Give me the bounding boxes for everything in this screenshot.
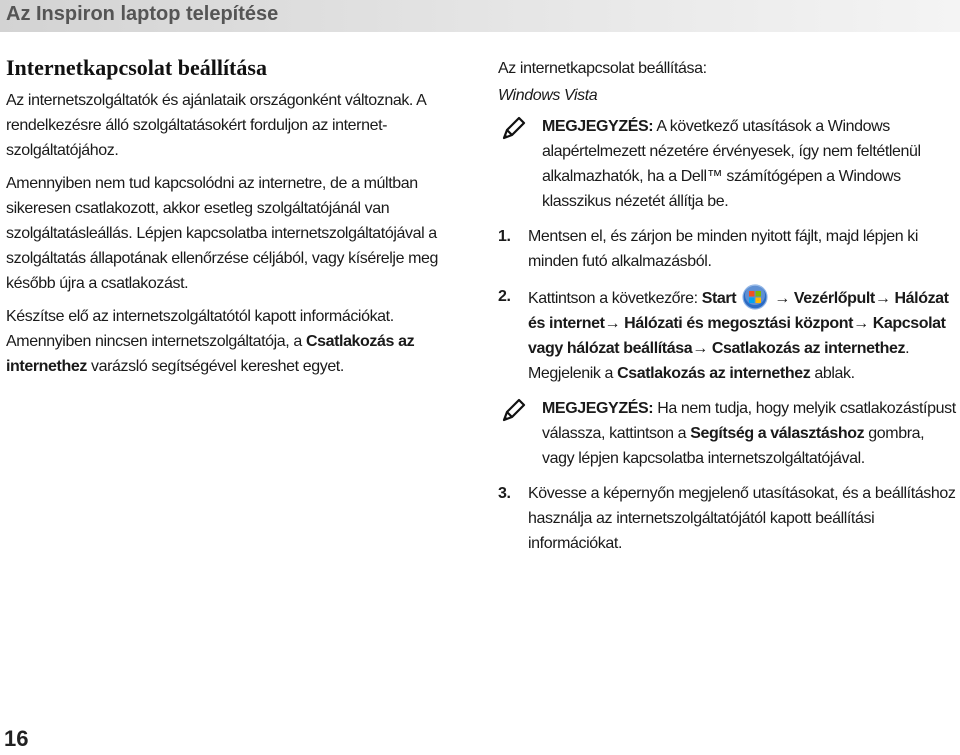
step-number: 1. — [498, 228, 511, 245]
step-2: 2. Kattintson a következőre: Start → Vezérlőpult→ Hálózat és internet→ Hálózati és megosztási központ→ Kapcsolat vagy hálózat beállítása→ Csatlakozás az internethez. Megjelenik a Csatlakozás az internethez ablak. — [498, 284, 958, 386]
help-button-name: Segítség a választáshoz — [690, 425, 865, 442]
pencil-note-icon — [502, 116, 526, 140]
os-name: Windows Vista — [498, 87, 598, 104]
step-number: 3. — [498, 485, 511, 502]
step-1: 1. Mentsen el, és zárjon be minden nyitott fájlt, majd lépjen ki minden futó alkalmazásból. — [498, 224, 958, 274]
right-column — [498, 56, 958, 566]
note-connection-type: MEGJEGYZÉS: Ha nem tudja, hogy melyik csatlakozástípust válassza, kattintson a Segítség a választáshoz gombra, vagy lépjen kapcsolatba internetszolgáltatójával. — [498, 396, 958, 471]
page-header-bar — [0, 0, 960, 32]
page-number: 16 — [4, 726, 29, 751]
paragraph-prepare-info: Készítse elő az internetszolgáltatótól kapott információkat. — [6, 308, 394, 325]
note-label: MEGJEGYZÉS: — [542, 118, 654, 135]
wizard-name: Csatlakozás az internethez — [6, 333, 415, 375]
step-3: 3. Kövesse a képernyőn megjelenő utasításokat, és a beállításhoz használja az internetszolgáltatójától kapott beállítási információkat. — [498, 481, 958, 556]
pencil-note-icon — [502, 398, 526, 422]
header-title: Az Inspiron laptop telepítése — [6, 3, 279, 25]
left-column — [6, 54, 466, 387]
window-name: Csatlakozás az internethez — [617, 365, 811, 382]
section-heading: Internetkapcsolat beállítása — [6, 55, 267, 80]
windows-start-icon — [742, 284, 768, 310]
note-label: MEGJEGYZÉS: — [542, 400, 654, 417]
paragraph-providers: Az internetszolgáltatók és ajánlataik országonként változnak. A rendelkezésre álló szolgáltatásokért forduljon az internet-szolgáltatójához. — [6, 92, 426, 159]
subheading: Az internetkapcsolat beállítása: — [498, 60, 707, 77]
step-number: 2. — [498, 288, 511, 305]
start-label: Start — [701, 290, 737, 307]
paragraph-connection-issue: Amennyiben nem tud kapcsolódni az internetre, de a múltban sikeresen csatlakozott, akkor esetleg szolgáltatójánál van szolgáltatásleállás. Lépjen kapcsolatba internetszolgáltatójával a szolgáltatás állapotának ellenőrzése céljából, vagy kísérelje meg később újra a csatlakozást. — [6, 175, 439, 292]
note-default-view: MEGJEGYZÉS: A következő utasítások a Windows alapértelmezett nézetére érvényesek, így nem feltétlenül alkalmazhatók, ha a Dell™ számítógépen a Windows klasszikus nézetét állítja be. — [498, 114, 958, 214]
paragraph-no-provider: Amennyiben nincsen internetszolgáltatója, a Csatlakozás az internethez varázsló segítségével kereshet egyet. — [6, 333, 415, 375]
navigation-path: → Vezérlőpult→ Hálózat és internet→ Hálózati és megosztási központ→ Kapcsolat vagy hálózat beállítása→ Csatlakozás az internethez — [528, 290, 949, 357]
